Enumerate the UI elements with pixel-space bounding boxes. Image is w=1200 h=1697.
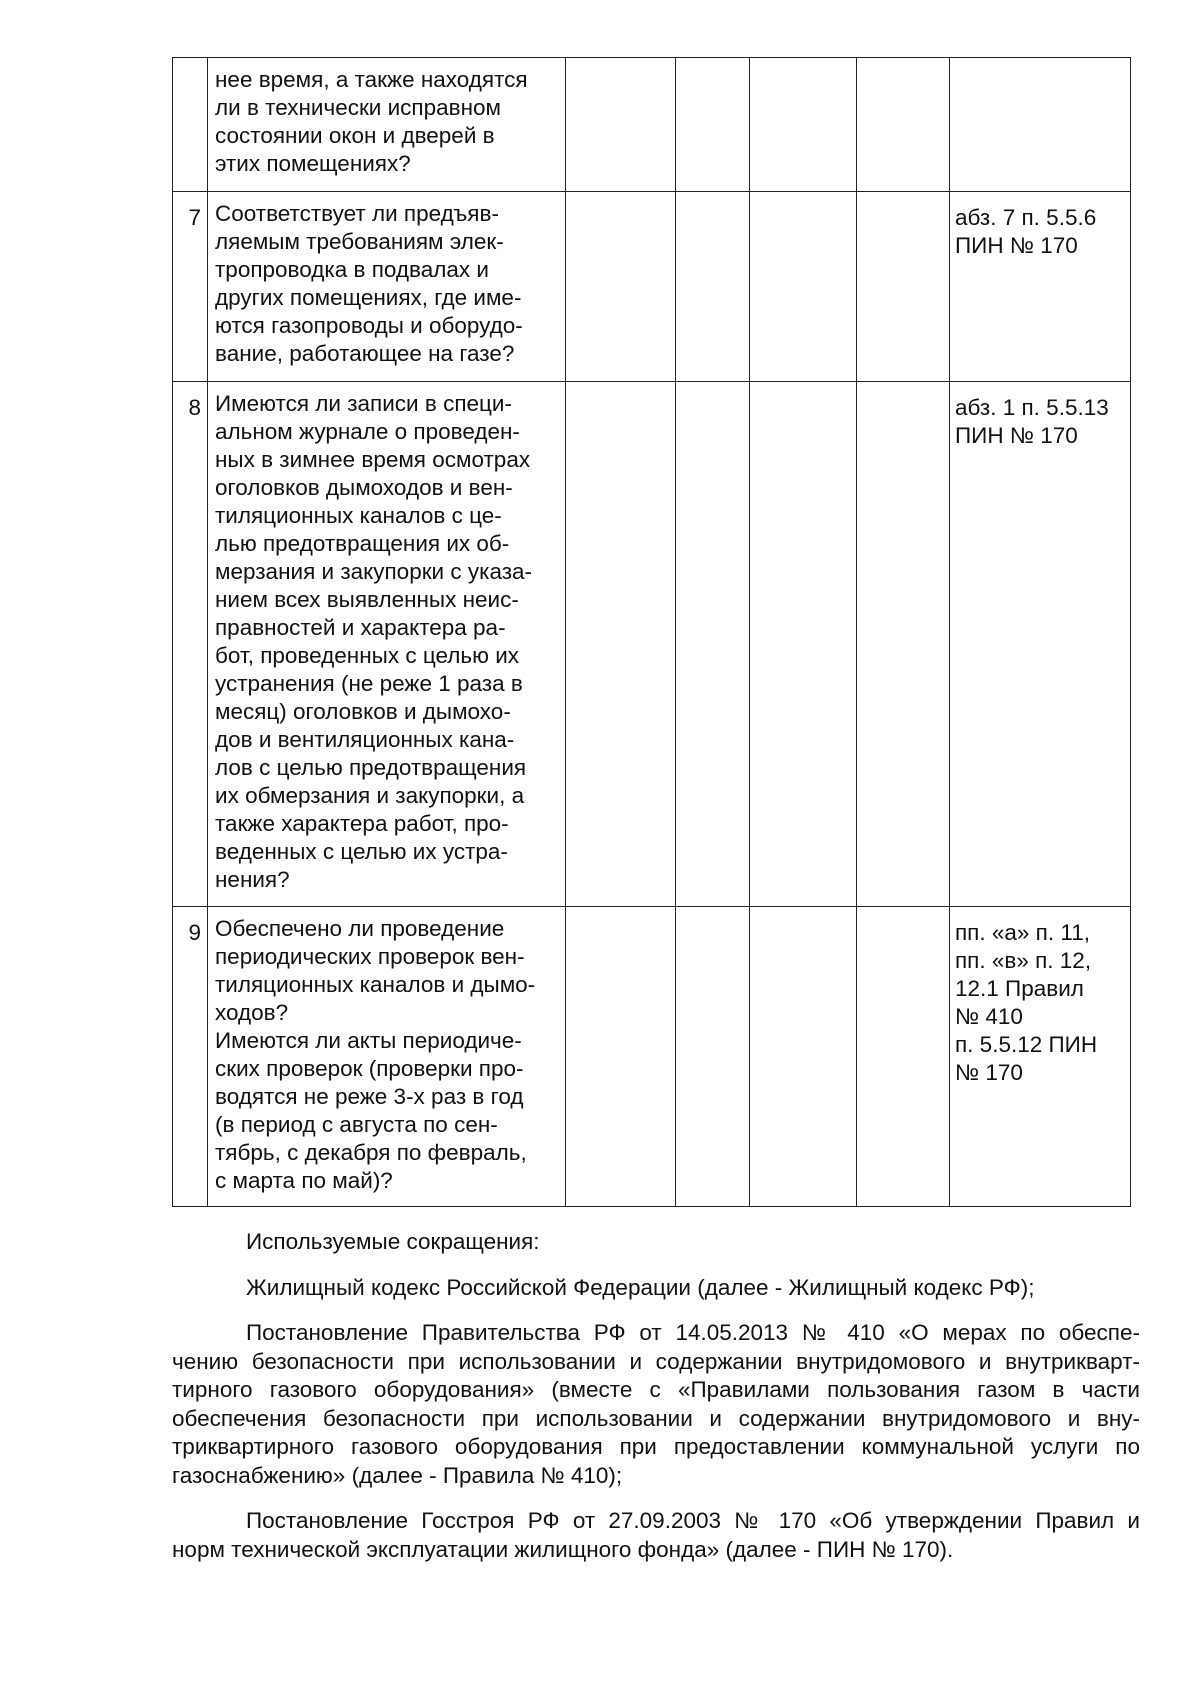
answer-cell: [566, 58, 676, 192]
question-line: ных в зимнее время осмотрах: [215, 447, 531, 472]
reference-line: пп. «в» п. 12,: [955, 948, 1092, 973]
question-line: этих помещениях?: [215, 151, 411, 176]
question-line: веденных с целью их устра-: [215, 839, 508, 864]
answer-cell: [857, 382, 950, 907]
question-line: других помещениях, где име-: [215, 285, 522, 310]
paragraph-line: норм технической эксплуатации жилищного фонда» (далее - ПИН № 170).: [172, 1536, 954, 1562]
table-row: [173, 382, 1131, 907]
question-line: оголовков дымоходов и вен-: [215, 475, 513, 500]
question-line: альном журнале о проведен-: [215, 419, 520, 444]
question-line: лью предотвращения их об-: [215, 531, 510, 556]
checklist-table: [172, 57, 1131, 1207]
question-line: ходов?: [215, 1000, 289, 1025]
paragraph-line: обеспечения безопасности при использовании и содержании внутридомового и вну-: [172, 1405, 1140, 1431]
question-line: ли в технически исправном: [215, 95, 502, 120]
reference-line: абз. 7 п. 5.5.6: [955, 205, 1097, 230]
question-line: вание, работающее на газе?: [215, 341, 515, 366]
answer-cell: [676, 382, 750, 907]
question-line: тропроводка в подвалах и: [215, 257, 489, 282]
abbreviation-pin-170: [172, 1507, 1140, 1564]
answer-cell: [750, 58, 857, 192]
question-line: дов и вентиляционных кана-: [215, 727, 515, 752]
reference-line: пп. «а» п. 11,: [955, 920, 1090, 945]
question-cell: [208, 907, 566, 1207]
question-line: их обмерзания и закупорки, а: [215, 783, 525, 808]
question-line: с марта по май)?: [215, 1168, 393, 1193]
question-line: состоянии окон и дверей в: [215, 123, 495, 148]
reference-cell: [950, 192, 1131, 382]
answer-cell: [857, 58, 950, 192]
question-line: периодических проверок вен-: [215, 944, 525, 969]
reference-line: п. 5.5.12 ПИН: [955, 1032, 1098, 1057]
table-row: [173, 907, 1131, 1207]
question-line: Имеются ли акты периодиче-: [215, 1028, 522, 1053]
question-line: ются газопроводы и оборудо-: [215, 313, 523, 338]
question-line: Соответствует ли предъяв-: [215, 201, 499, 226]
abbreviations-section: [172, 1228, 1140, 1564]
paragraph-line: чению безопасности при использовании и содержании внутридомового и внутрикварт-: [172, 1348, 1140, 1374]
reference-cell: [950, 907, 1131, 1207]
table-row: [173, 192, 1131, 382]
question-line: ляемым требованиям элек-: [215, 229, 504, 254]
answer-cell: [857, 907, 950, 1207]
answer-cell: [566, 382, 676, 907]
question-line: водятся не реже 3-х раз в год: [215, 1084, 524, 1109]
answer-cell: [676, 58, 750, 192]
question-line: устранения (не реже 1 раза в: [215, 671, 523, 696]
reference-line: ПИН № 170: [955, 423, 1078, 448]
reference-line: абз. 1 п. 5.5.13: [955, 395, 1109, 420]
paragraph-line: тирного газового оборудования» (вместе с «Правилами пользования газом в части: [172, 1377, 1140, 1402]
question-line: (в период с августа по сен-: [215, 1112, 498, 1137]
question-line: нием всех выявленных неис-: [215, 587, 519, 612]
question-line: нее время, а также находятся: [215, 67, 528, 92]
question-line: бот, проведенных с целью их: [215, 643, 520, 668]
question-cell: [208, 192, 566, 382]
abbreviations-heading: Используемые сокращения:: [246, 1229, 540, 1254]
paragraph-line: триквартирного газового оборудования при предоставлении коммунальной услуги по: [172, 1434, 1140, 1459]
answer-cell: [566, 192, 676, 382]
question-line: тиляционных каналов с це-: [215, 503, 502, 528]
question-cell: [208, 58, 566, 192]
answer-cell: [750, 192, 857, 382]
question-line: лов с целью предотвращения: [215, 755, 527, 780]
question-line: тябрь, с декабря по февраль,: [215, 1140, 527, 1165]
row-number: 8: [173, 382, 208, 907]
question-line: Обеспечено ли проведение: [215, 916, 505, 941]
answer-cell: [750, 907, 857, 1207]
row-number: 7: [173, 192, 208, 382]
paragraph-line: Постановление Правительства РФ от 14.05.2013 № 410 «О мерах по обеспе-: [246, 1320, 1140, 1345]
reference-line: ПИН № 170: [955, 233, 1078, 258]
paragraph-line: газоснабжению» (далее - Правила № 410);: [172, 1462, 623, 1488]
question-line: правностей и характера ра-: [215, 615, 506, 640]
question-line: мерзания и закупорки с указа-: [215, 559, 533, 584]
reference-cell: [950, 382, 1131, 907]
answer-cell: [676, 192, 750, 382]
abbreviation-rules-410: [172, 1319, 1140, 1490]
question-line: нения?: [215, 867, 290, 892]
question-line: также характера работ, про-: [215, 811, 509, 836]
question-line: тиляционных каналов и дымо-: [215, 972, 536, 997]
question-cell: [208, 382, 566, 907]
abbreviation-housing-code: Жилищный кодекс Российской Федерации (далее - Жилищный кодекс РФ);: [246, 1274, 1035, 1300]
answer-cell: [566, 907, 676, 1207]
answer-cell: [857, 192, 950, 382]
reference-line: № 410: [955, 1004, 1023, 1029]
answer-cell: [750, 382, 857, 907]
table-row: [173, 58, 1131, 192]
reference-line: 12.1 Правил: [955, 976, 1084, 1001]
row-number: 9: [173, 907, 208, 1207]
paragraph-line: Постановление Госстроя РФ от 27.09.2003 № 170 «Об утверждении Правил и: [246, 1508, 1140, 1533]
question-line: ских проверок (проверки про-: [215, 1056, 524, 1081]
reference-cell: [950, 58, 1131, 192]
question-line: Имеются ли записи в специ-: [215, 391, 512, 416]
reference-line: № 170: [955, 1060, 1023, 1085]
row-number: [173, 58, 208, 192]
answer-cell: [676, 907, 750, 1207]
question-line: месяц) оголовков и дымохо-: [215, 699, 511, 724]
